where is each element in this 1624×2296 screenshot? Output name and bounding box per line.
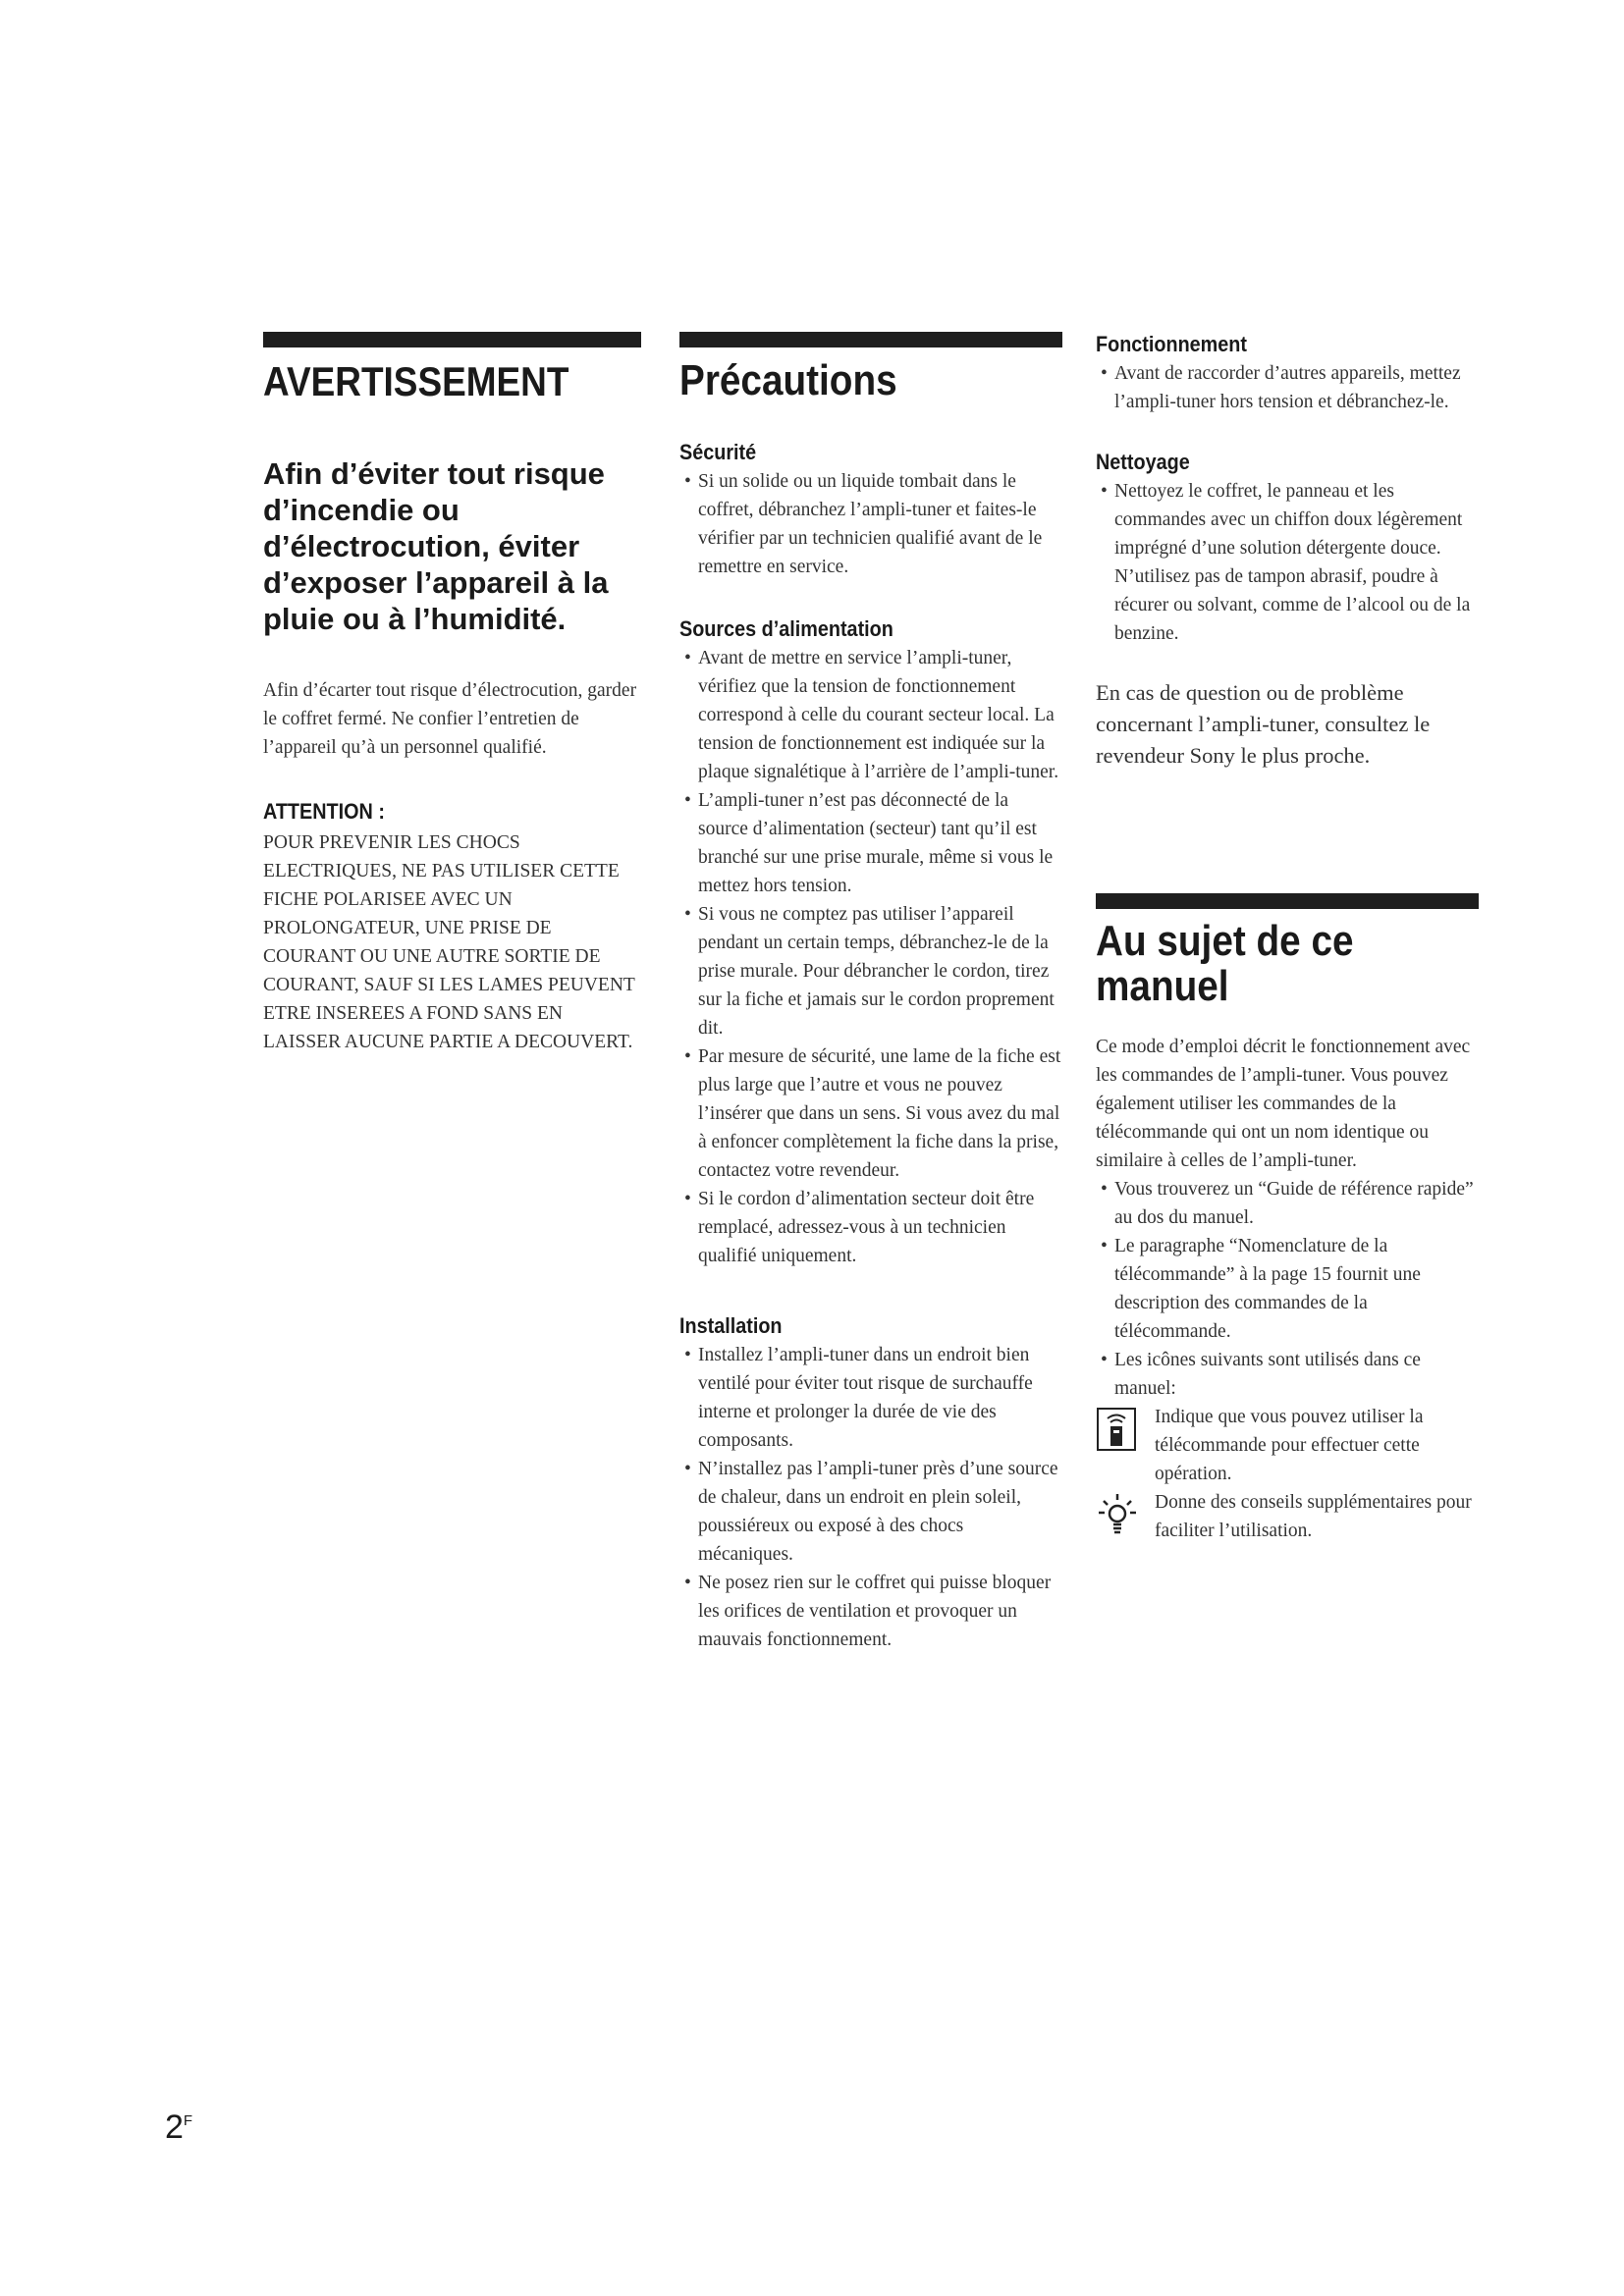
icon-legend-tip	[1096, 1488, 1479, 1545]
list-item: • Ne posez rien sur le coffret qui puisse bloquer les orifices de ventilation et provoquer un mauvais fonctionnement.	[684, 1573, 1052, 1650]
page-number: $2^F$	[165, 2109, 193, 2146]
installation-list	[679, 1341, 1062, 1654]
right-column	[1096, 332, 1479, 1545]
list-item: • Le paragraphe “Nomenclature de la télécommande” à la page 15 fournit une description des commandes de la télécommande.	[1101, 1236, 1421, 1342]
precautions-column	[679, 332, 1062, 1654]
section-bar	[679, 332, 1062, 347]
section-bar	[263, 332, 641, 347]
warning-title: AVERTISSEMENT	[263, 358, 569, 404]
manual-list	[1096, 1175, 1479, 1403]
contact-paragraph: En cas de question ou de problème concernant l’ampli-tuner, consultez le revendeur Sony le plus proche.	[1096, 680, 1431, 768]
list-item: • N’installez pas l’ampli-tuner près d’une source de chaleur, dans un endroit en plein soleil, poussiéreux ou exposé à des chocs mécaniques.	[684, 1459, 1058, 1565]
icon-legend-remote	[1096, 1403, 1479, 1488]
list-item: • Si un solide ou un liquide tombait dans le coffret, débranchez l’ampli-tuner et faites-le vérifier par un technicien qualifié avant de le remettre en service.	[684, 471, 1043, 577]
list-item: • Nettoyez le coffret, le panneau et les commandes avec un chiffon doux légèrement imprégné d’une solution détergente douce. N’utilisez pas de tampon abrasif, poudre à récurer ou solvant, comme de l’alcool ou de la benzine.	[1101, 481, 1471, 644]
icon-legend-text: Donne des conseils supplémentaires pour faciliter l’utilisation.	[1155, 1492, 1472, 1541]
manual-title: Au sujet de ce manuel	[1096, 917, 1354, 1010]
nettoyage-list	[1096, 477, 1479, 648]
warning-paragraph: Afin d’écarter tout risque d’électrocution, garder le coffret fermé. Ne confier l’entretien de l’appareil qu’à un personnel qualifié.	[263, 680, 637, 758]
list-item: • Vous trouverez un “Guide de référence rapide” au dos du manuel.	[1101, 1179, 1474, 1228]
manual-intro: Ce mode d’emploi décrit le fonctionnement avec les commandes de l’ampli-tuner. Vous pouvez également utiliser les commandes de la télécommande qui ont un nom identique ou similaire à celles de l’ampli-tuner.	[1096, 1037, 1471, 1171]
warning-column	[263, 332, 641, 1056]
securite-title: Sécurité	[679, 440, 757, 464]
securite-list	[679, 467, 1062, 581]
list-item: • Si le cordon d’alimentation secteur doit être remplacé, adressez-vous à un technicien qualifié uniquement.	[684, 1189, 1035, 1266]
list-item: • Avant de raccorder d’autres appareils, mettez l’ampli-tuner hors tension et débranchez-le.	[1101, 363, 1461, 412]
list-item: • Par mesure de sécurité, une lame de la fiche est plus large que l’autre et vous ne pouvez l’insérer que dans un sens. Si vous avez du mal à enfoncer complètement la fiche dans la prise, contactez votre revendeur.	[684, 1046, 1061, 1181]
remote-control-icon	[1096, 1407, 1139, 1454]
light-bulb-icon	[1096, 1492, 1139, 1539]
page-suffix: F	[183, 2112, 193, 2129]
list-item: • Avant de mettre en service l’ampli-tuner, vérifiez que la tension de fonctionnement correspond à celle du courant secteur local. La tension de fonctionnement est indiquée sur la plaque signalétique à l’arrière de l’ampli-tuner.	[684, 648, 1059, 782]
list-item: • Les icônes suivants sont utilisés dans ce manuel:	[1101, 1350, 1421, 1399]
installation-title: Installation	[679, 1313, 783, 1338]
icon-legend-text: Indique que vous pouvez utiliser la télécommande pour effectuer cette opération.	[1155, 1407, 1424, 1484]
attention-title: ATTENTION :	[263, 799, 385, 824]
fonctionnement-title: Fonctionnement	[1096, 332, 1247, 356]
attention-text: POUR PREVENIR LES CHOCS ELECTRIQUES, NE PAS UTILISER CETTE FICHE POLARISEE AVEC UN PROLONGATEUR, UNE PRISE DE COURANT OU UNE AUTRE SORTIE DE COURANT, SAUF SI LES LAMES PEUVENT ETRE INSEREES A FOND SANS EN LAISSER AUCUNE PARTIE A DECOUVERT.	[263, 832, 635, 1052]
list-item: • L’ampli-tuner n’est pas déconnecté de la source d’alimentation (secteur) tant qu’il est branché sur une prise murale, même si vous le mettez hors tension.	[684, 790, 1054, 896]
nettoyage-title: Nettoyage	[1096, 450, 1190, 474]
alimentation-title: Sources d’alimentation	[679, 616, 893, 641]
section-bar	[1096, 893, 1479, 909]
list-item: • Si vous ne comptez pas utiliser l’appareil pendant un certain temps, débranchez-le de la prise murale. Pour débrancher le cordon, tirez sur la fiche et jamais sur le cordon proprement dit.	[684, 904, 1055, 1039]
fonctionnement-list	[1096, 359, 1479, 416]
precautions-title: Précautions	[679, 356, 897, 404]
list-item: • Installez l’ampli-tuner dans un endroit bien ventilé pour éviter tout risque de surchauffe interne et prolonger la durée de vie des composants.	[684, 1345, 1033, 1451]
warning-headline: Afin d’éviter tout risque d’incendie ou d’électrocution, éviter d’exposer l’appareil à la pluie ou à l’humidité.	[263, 456, 609, 636]
alimentation-list	[679, 644, 1062, 1270]
